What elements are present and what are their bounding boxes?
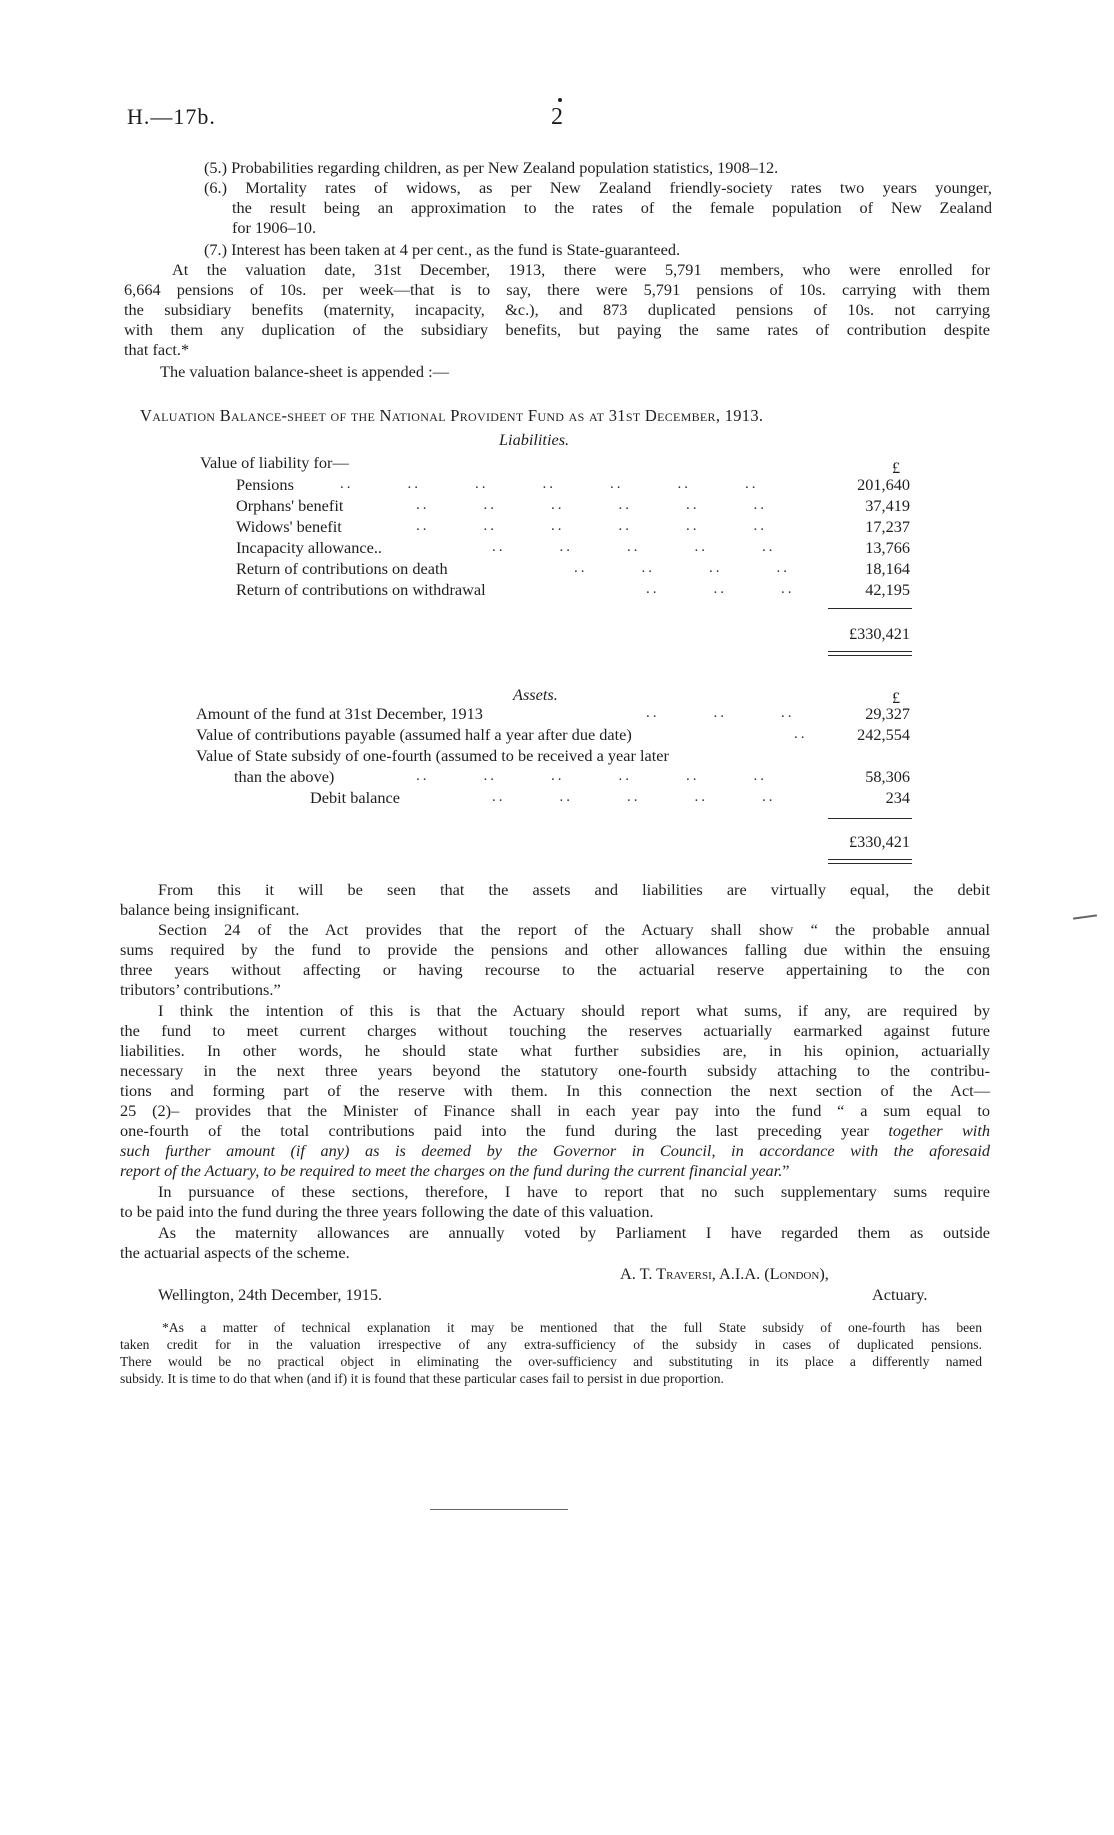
paragraph-line: 25 (2)– provides that the Minister of Finance shall in each year pay into the fund “ a sum equal to — [120, 1101, 990, 1120]
paragraph-line: Section 24 of the Act provides that the report of the Actuary shall show “ the probable annual — [158, 920, 990, 939]
asset-value: 29,327 — [865, 704, 910, 723]
subtotal-rule — [828, 818, 912, 819]
paragraph-line: tions and forming part of the reserve with them. In this connection the next section of the Act— — [120, 1081, 990, 1100]
footnote-line: taken credit for in the valuation irrespective of any extra-sufficiency of the subsidy in cases of duplicated pensions. — [120, 1337, 982, 1352]
list-item-6-cont: for 1906–10. — [232, 218, 317, 237]
liability-value: 201,640 — [857, 475, 910, 494]
list-item-7: (7.) Interest has been taken at 4 per cent., as the fund is State-guaranteed. — [204, 240, 681, 259]
liabilities-total: £330,421 — [848, 624, 910, 643]
list-item-6-cont: the result being an approximation to the rates of the female population of New Zealand — [232, 198, 992, 217]
paragraph-line: As the maternity allowances are annually voted by Parliament I have regarded them as outside — [158, 1223, 990, 1242]
plain-text: one-fourth of the total contributions paid into the fund during the last preceding year — [120, 1121, 889, 1140]
leader-dots: .. .. .. .. .. .. — [416, 497, 767, 513]
liability-value: 37,419 — [865, 496, 910, 515]
assets-total: £330,421 — [848, 832, 910, 851]
page-number: 2 — [551, 104, 563, 130]
paragraph-line: necessary in the next three years beyond the statutory one-fourth subsidy attaching to the contribu- — [120, 1061, 990, 1080]
leader-dots: .. .. .. .. .. .. — [416, 768, 767, 784]
paragraph-line: the actuarial aspects of the scheme. — [120, 1243, 350, 1262]
asset-value: 58,306 — [865, 767, 910, 786]
asset-value: 242,554 — [857, 725, 910, 744]
leader-dots: .. .. .. .. .. — [492, 789, 776, 805]
margin-mark — [1073, 914, 1097, 919]
debit-balance-value: 234 — [885, 788, 910, 807]
leader-dots: .. — [794, 726, 808, 742]
paragraph-line: to be paid into the fund during the three years following the date of this valuation. — [120, 1202, 654, 1221]
signatory-name: A. T. Traversi, A.I.A. (London), — [620, 1264, 829, 1283]
leader-dots: .. .. .. .. .. .. .. — [340, 476, 759, 492]
valuation-paragraph-line: the subsidiary benefits (maternity, incapacity, &c.), and 873 duplicated pensions of 10s. not carrying — [124, 300, 990, 319]
liability-label: Orphans' benefit — [236, 496, 344, 515]
closing-quote: ” — [782, 1161, 790, 1180]
footnote-line: There would be no practical object in eliminating the over-sufficiency and substituting in its place a differently named — [120, 1354, 982, 1369]
asset-label: Value of State subsidy of one-fourth (assumed to be received a year later — [196, 746, 669, 765]
italic-quote: report of the Actuary, to be required to meet the charges on the fund during the current financial year. — [120, 1161, 783, 1180]
leader-dots: .. .. .. .. — [574, 560, 790, 576]
valuation-paragraph-line: that fact.* — [124, 340, 190, 359]
liability-label: Widows' benefit — [236, 517, 342, 536]
leader-dots: .. .. .. — [646, 581, 795, 597]
liability-value: 18,164 — [865, 559, 910, 578]
paragraph-line: From this it will be seen that the assets and liabilities are virtually equal, the debit — [158, 880, 990, 899]
liabilities-heading: Liabilities. — [499, 430, 570, 449]
valuation-paragraph-line: 6,664 pensions of 10s. per week—that is to say, there were 5,791 pensions of 10s. carrying with them — [124, 280, 990, 299]
liability-value: 13,766 — [865, 538, 910, 557]
paragraph-line: In pursuance of these sections, therefore, I have to report that no such supplementary sums require — [158, 1182, 990, 1201]
assets-heading: Assets. — [513, 685, 558, 704]
leader-dots: .. .. .. .. .. .. — [416, 518, 767, 534]
appended-line: The valuation balance-sheet is appended :— — [160, 362, 449, 381]
liability-intro: Value of liability for— — [200, 453, 349, 472]
total-double-rule — [828, 651, 912, 652]
leader-dots: .. .. .. — [646, 705, 795, 721]
liability-label: Return of contributions on death — [236, 559, 448, 578]
asset-label: Amount of the fund at 31st December, 1913 — [196, 704, 483, 723]
signatory-title: Actuary. — [872, 1285, 928, 1304]
list-item-5: (5.) Probabilities regarding children, as per New Zealand population statistics, 1908–12. — [204, 158, 779, 177]
paragraph-line: three years without affecting or having recourse to the actuarial reserve appertaining to the con — [120, 960, 990, 979]
liability-label: Pensions — [236, 475, 294, 494]
subtotal-rule — [828, 608, 912, 609]
liability-value: 42,195 — [865, 580, 910, 599]
asset-label: Value of contributions payable (assumed half a year after due date) — [196, 725, 632, 744]
liability-label: Return of contributions on withdrawal — [236, 580, 486, 599]
printer-dot — [558, 98, 562, 102]
liability-label: Incapacity allowance.. — [236, 538, 382, 557]
paragraph-line — [120, 1121, 990, 1141]
paragraph-line — [120, 1161, 790, 1181]
paragraph-line: tributors’ contributions.” — [120, 980, 281, 999]
liability-value: 17,237 — [865, 517, 910, 536]
total-double-rule — [828, 655, 912, 656]
footnote-line: *As a matter of technical explanation it may be mentioned that the full State subsidy of one-fourth has been — [162, 1320, 982, 1335]
total-double-rule — [828, 863, 912, 864]
paragraph-line: balance being insignificant. — [120, 900, 300, 919]
italic-quote: such further amount (if any) as is deemed by the Governor in Council, in accordance with the aforesaid — [120, 1141, 990, 1160]
assets-currency: £ — [892, 688, 901, 707]
footnote-line: subsidy. It is time to do that when (and if) it is found that these particular cases fail to persist in due proportion. — [120, 1371, 724, 1386]
leader-dots: .. .. .. .. .. — [492, 539, 776, 555]
italic-quote: together with — [888, 1121, 990, 1140]
debit-balance-label: Debit balance — [310, 788, 400, 807]
paragraph-line: sums required by the fund to provide the pensions and other allowances falling due within the ensuing — [120, 940, 990, 959]
place-date: Wellington, 24th December, 1915. — [158, 1285, 383, 1304]
paragraph-line: the fund to meet current charges without touching the reserves actuarially earmarked against future — [120, 1021, 990, 1040]
valuation-paragraph-line: with them any duplication of the subsidiary benefits, but paying the same rates of contribution despite — [124, 320, 990, 339]
total-double-rule — [828, 859, 912, 860]
asset-label-cont: than the above) — [234, 767, 335, 786]
end-rule — [430, 1509, 568, 1510]
paragraph-line: liabilities. In other words, he should state what further subsidies are, in his opinion, actuarially — [120, 1041, 990, 1060]
balance-sheet-title: Valuation Balance-sheet of the National Provident Fund as at 31st December, 1913. — [140, 406, 764, 425]
liabilities-currency: £ — [892, 458, 901, 477]
list-item-6: (6.) Mortality rates of widows, as per New Zealand friendly-society rates two years younger, — [204, 178, 992, 197]
valuation-paragraph-line: At the valuation date, 31st December, 1913, there were 5,791 members, who were enrolled for — [172, 260, 990, 279]
document-reference: H.—17b. — [127, 104, 216, 129]
paragraph-line: I think the intention of this is that the Actuary should report what sums, if any, are required by — [158, 1001, 990, 1020]
